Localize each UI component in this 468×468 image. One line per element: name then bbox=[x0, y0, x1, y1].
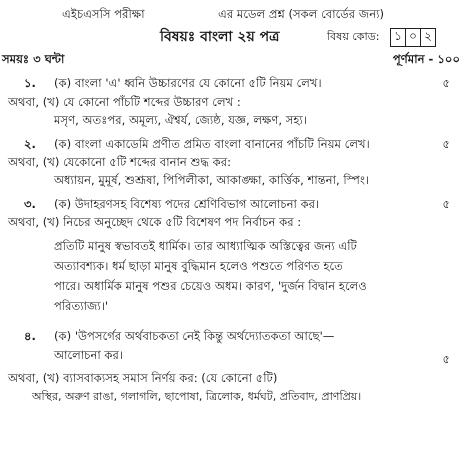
question-text: (ক) 'উপসর্গের অর্থবাচকতা নেই কিন্তু অর্থদ্যোতকতা আছে'— bbox=[54, 329, 335, 343]
alternative-question-text: অথবা, (খ) ব্যাসবাক্যসহ সমাস নির্ণয় কর: (যে কোনো ৫টি) bbox=[8, 371, 278, 385]
question-number: ৩. bbox=[24, 197, 36, 211]
alternative-question-text: অথবা, (খ) যেকোনো ৫টি শব্দের বানান শুদ্ধ কর: bbox=[8, 155, 232, 169]
paragraph-text: প্রতিটি মানুষ স্বভাবতই ধার্মিক। তার আধ্যাত্মিক অস্তিত্বের জন্য এটি bbox=[54, 239, 357, 253]
question-number: ৪. bbox=[24, 329, 36, 343]
question-text: (ক) উদাহরণসহ বিশেষ্য পদের শ্রেণিবিভাগ আলোচনা কর। bbox=[54, 197, 320, 211]
question-marks: ৫ bbox=[442, 352, 450, 366]
model-question-label: এর মডেল প্রশ্ন (সকল বোর্ডের জন্য) bbox=[218, 7, 385, 21]
word-list: অস্থির, অরুণ রাঙা, গলাগলি, ছাপোষা, ত্রিলোক, ধর্মঘট, প্রতিবাদ, প্রাণপ্রিয়। bbox=[32, 390, 362, 403]
question-text: (ক) বাংলা একাডেমি প্রণীত প্রমিত বাংলা বানানের পাঁচটি নিয়ম লেখ। bbox=[54, 137, 370, 151]
subject-title: বিষয়ঃ বাংলা ২য় পত্র bbox=[160, 29, 280, 45]
question-text-continued: আলোচনা কর। bbox=[54, 348, 124, 362]
question-marks: ৫ bbox=[442, 197, 450, 211]
code-digit-1: ১ bbox=[394, 28, 402, 43]
question-number: ১. bbox=[24, 76, 36, 90]
full-marks: পূর্ণমান - ১০০ bbox=[392, 52, 460, 66]
exam-name: এইচএসসি পরীক্ষা bbox=[62, 7, 145, 21]
word-list: মসৃণ, অতঃপর, অমূল্য, ঐশ্বর্য, জ্যেষ্ঠ, যজ্ঞ, লক্ষণ, সহ্য। bbox=[54, 113, 308, 127]
paragraph-text: পরিত্যাজ্য।' bbox=[54, 299, 109, 313]
code-digit-3: ২ bbox=[420, 29, 435, 46]
alternative-question-text: অথবা, (খ) যে কোনো পাঁচটি শব্দের উচ্চারণ লেখ : bbox=[8, 95, 241, 109]
question-marks: ৫ bbox=[442, 76, 450, 90]
paragraph-text: পারে। অধার্মিক মানুষ পশুর চেয়েও অধম। কারণ, 'দুর্জন বিদ্বান হলেও bbox=[54, 279, 367, 293]
question-number: ২. bbox=[24, 137, 36, 151]
subject-code-box bbox=[390, 28, 436, 47]
question-marks: ৫ bbox=[442, 137, 450, 151]
exam-time: সময়ঃ ৩ ঘন্টা bbox=[2, 52, 65, 66]
question-text: (ক) বাংলা 'এ' ধ্বনি উচ্চারণের যে কোনো ৫টি নিয়ম লেখ। bbox=[54, 76, 322, 90]
word-list: অধ্যায়ন, মুমূর্ষ, শুশ্রূষা, পিপিলীকা, আকাঙ্ক্ষা, কার্ত্তিক, শান্তনা, স্পিং। bbox=[54, 173, 370, 187]
code-digit-2: ০ bbox=[405, 29, 420, 46]
paragraph-text: অত্যাবশ্যক। ধর্ম ছাড়া মানুষ বুদ্ধিমান হলেও পশুতে পরিণত হতে bbox=[54, 259, 343, 273]
alternative-question-text: অথবা, (খ) নিচের অনুচ্ছেদ থেকে ৫টি বিশেষণ পদ নির্বাচন কর : bbox=[8, 215, 302, 229]
subject-code-label: বিষয় কোড: bbox=[327, 30, 380, 43]
